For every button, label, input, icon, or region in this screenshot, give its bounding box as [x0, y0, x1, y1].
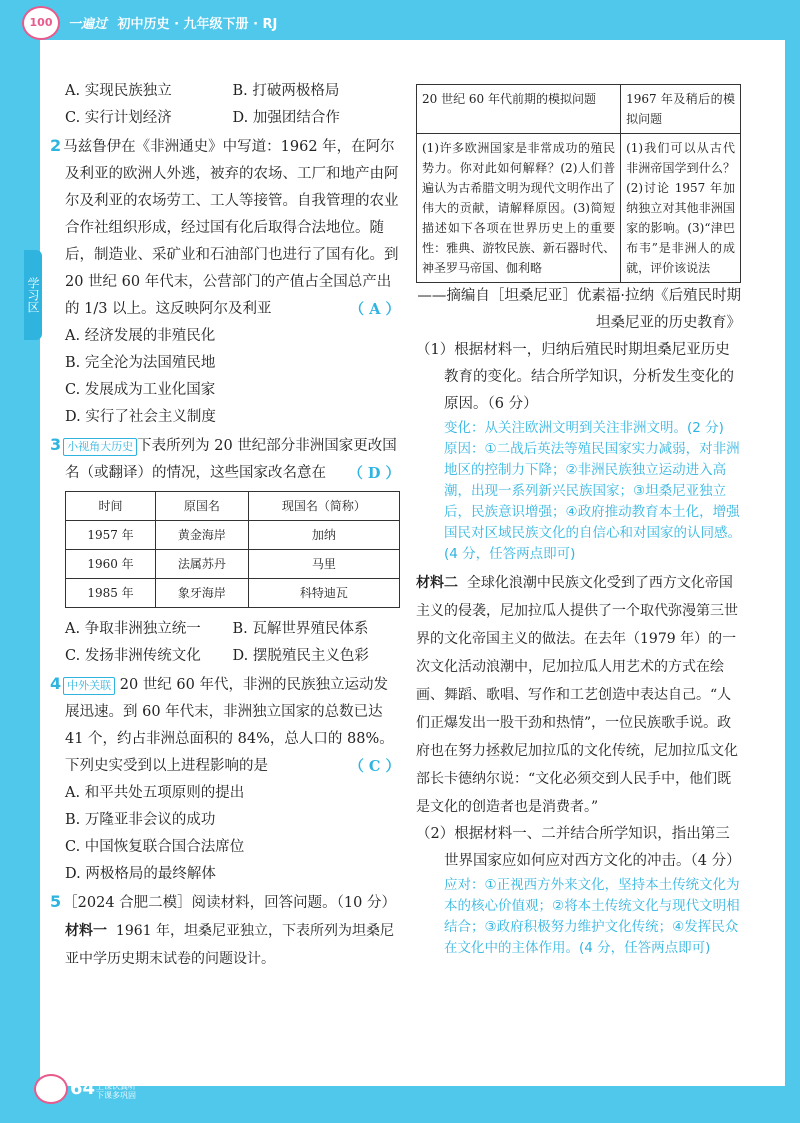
mtable-header-2: 1967 年及稍后的模拟问题: [621, 85, 741, 134]
q3-th-new: 现国名（简称）: [248, 492, 399, 521]
question-5: [50, 890, 400, 917]
footer-logo: [34, 1074, 68, 1104]
table-row: [417, 85, 741, 134]
question-4: [50, 672, 400, 780]
q1-option-b: B. 打破两极格局: [232, 83, 340, 99]
table-cell: 1960 年: [66, 550, 156, 579]
q5-number: 5: [50, 892, 62, 911]
page-header: [0, 0, 800, 40]
q2-stem: 马兹鲁伊在《非洲通史》中写道：1962 年，在阿尔及利亚的欧洲人外逃，被弃的农场、工厂和地产由阿尔及利亚的农场劳工、工人等接管。自我管理的农业合作社组织形成，经过国有化后取得合法地位。随后，制造业、采矿业和石油部门也进行了国有化。到 20 世纪 60 年代末，公营部门的产值占全国总产出的 1/3 以上。这反映阿尔及利亚: [63, 139, 399, 317]
q4-tag: 中外关联: [63, 677, 115, 695]
page-number: 64: [70, 1078, 96, 1099]
q3-th-old: 原国名: [156, 492, 249, 521]
material-1-table: [416, 84, 741, 283]
q1-option-d: D. 加强团结合作: [232, 110, 340, 126]
material-2: [416, 569, 741, 821]
q3-options-row2: [65, 643, 400, 670]
mtable-cell-2: (1)我们可以从古代非洲帝国学到什么？(2)讨论 1957 年加纳独立对其他非洲国家的影响。(3)“津巴布韦”是非洲人的成就，评价该说法: [621, 134, 741, 283]
sub-question-2: （2）根据材料一、二并结合所学知识，指出第三世界国家应如何应对西方文化的冲击。（4 分）: [416, 826, 741, 869]
table-cell: 黄金海岸: [156, 521, 249, 550]
q3-table-header: [66, 492, 400, 521]
answer-1: 变化：从关注欧洲文明到关注非洲文明。(2 分) 原因：①二战后英法等殖民国家实力减弱，对非洲地区的控制力下降；②非洲民族独立运动进入高潮，出现一系列新兴民族国家；③坦桑尼亚独立后，民族意识增强；④政府推动教育本土化，增强国民对区域民族文化的自信心和对国家的认同感。(4 分，任答两点即可): [444, 420, 741, 562]
q4-option-a: A. 和平共处五项原则的提出: [65, 785, 245, 801]
q3-option-d: D. 摆脱殖民主义色彩: [232, 648, 369, 664]
q3-th-time: 时间: [66, 492, 156, 521]
q3-table: [65, 491, 400, 608]
q2-option-b: B. 完全沦为法国殖民地: [65, 355, 216, 371]
side-tab: 学习区: [24, 250, 42, 340]
q4-option-c: C. 中国恢复联合国合法席位: [65, 839, 245, 855]
q2-option-d: D. 实行了社会主义制度: [65, 409, 216, 425]
table-cell: 象牙海岸: [156, 579, 249, 608]
material-1-text: 1961 年，坦桑尼亚独立，下表所列为坦桑尼亚中学历史期末试卷的问题设计。: [65, 923, 394, 967]
q3-tag: 小视角大历史: [63, 438, 137, 456]
q3-answer: （ D ）: [348, 465, 400, 482]
header-brand: 一遍过: [68, 17, 108, 32]
header-subject: 初中历史 · 九年级下册 · RJ: [117, 17, 278, 32]
q3-option-b: B. 瓦解世界殖民体系: [232, 621, 369, 637]
q4-stem: 20 世纪 60 年代，非洲的民族独立运动发展迅速。到 60 年代末，非洲独立国家的总数已达 41 个，约占非洲总面积的 84%，总人口的 88%。下列史实受到以上进程影响的是: [65, 677, 394, 774]
citation: ——摘编自［坦桑尼亚］优素福·拉纳《后殖民时期坦桑尼亚的历史教育》: [417, 288, 741, 331]
mtable-header-1: 20 世纪 60 年代前期的模拟问题: [417, 85, 621, 134]
q3-number: 3: [50, 435, 62, 454]
header-title: [68, 13, 277, 32]
right-column: [416, 84, 741, 959]
answer-2: 应对：①正视西方外来文化，坚持本土传统文化为本的核心价值观；②将本土传统文化与现代文明相结合；③政府积极努力维护文化传统；④发挥民众在文化中的主体作用。(4 分，任答两点即可): [444, 877, 740, 956]
table-cell: 马里: [248, 550, 399, 579]
material-2-text: 全球化浪潮中民族文化受到了西方文化帝国主义的侵袭，尼加拉瓜人提供了一个取代弥漫第三世界的文化帝国主义的做法。在去年（1979 年）的一次文化活动浪潮中，尼加拉瓜人用艺术的方式在绘画、舞蹈、歌唱、写作和工艺创造中表达自己。“人们正爆发出一股干劲和热情”，一位民族歌手说。政府也在努力拯救尼加拉瓜的文化传统，尼加拉瓜文化部长卡德纳尔说：“文化必须交到人民手中，他们既是文化的创造者也是消费者。”: [416, 575, 738, 815]
table-row: [66, 550, 400, 579]
q4-option-b: B. 万隆亚非会议的成功: [65, 812, 216, 828]
q1-options-row2: [65, 105, 400, 132]
table-cell: 科特迪瓦: [248, 579, 399, 608]
q1-option-a: A. 实现民族独立: [65, 83, 172, 99]
q5-stem: ［2024 合肥二模］阅读材料，回答问题。（10 分）: [63, 895, 396, 911]
question-3: [50, 433, 400, 487]
table-row: [66, 579, 400, 608]
q4-answer: （ C ）: [349, 758, 400, 775]
sub-question-1: （1）根据材料一，归纳后殖民时期坦桑尼亚历史教育的变化。结合所学知识，分析发生变化的原因。（6 分）: [416, 342, 734, 412]
question-2: [50, 134, 400, 323]
mtable-cell-1: (1)许多欧洲国家是非常成功的殖民势力。你对此如何解释？(2)人们普遍认为古希腊文明为现代文明作出了伟大的贡献，请解释原因。(3)简短描述如下各项在世界历史上的重要性：雅典、游牧民族、新石器时代、神圣罗马帝国、伽利略: [417, 134, 621, 283]
q4-number: 4: [50, 674, 62, 693]
left-column: [50, 78, 400, 973]
table-row: [66, 521, 400, 550]
q3-option-a: A. 争取非洲独立统一: [65, 621, 201, 637]
footer-slogan: [96, 1082, 136, 1100]
q2-option-a: A. 经济发展的非殖民化: [65, 328, 216, 344]
table-row: [417, 134, 741, 283]
q2-option-c: C. 发展成为工业化国家: [65, 382, 216, 398]
material-1: [65, 917, 400, 973]
table-cell: 法属苏丹: [156, 550, 249, 579]
q2-answer: （ A ）: [349, 301, 400, 318]
q4-option-d: D. 两极格局的最终解体: [65, 866, 216, 882]
footer-slogan-line2: 下课多巩固: [96, 1091, 136, 1100]
q1-option-c: C. 实行计划经济: [65, 110, 172, 126]
brand-logo: 100: [22, 6, 60, 40]
material-1-label: 材料一: [65, 923, 107, 939]
table-cell: 加纳: [248, 521, 399, 550]
table-cell: 1985 年: [66, 579, 156, 608]
q3-stem: 下表所列为 20 世纪部分非洲国家更改国名（或翻译）的情况，这些国家改名意在: [65, 438, 397, 481]
q3-options-row1: [65, 616, 400, 643]
table-cell: 1957 年: [66, 521, 156, 550]
material-2-label: 材料二: [416, 575, 458, 591]
q3-option-c: C. 发扬非洲传统文化: [65, 648, 201, 664]
q2-number: 2: [50, 136, 62, 155]
q1-options-row1: [65, 78, 400, 105]
footer-slogan-line1: 上课认真听: [96, 1082, 136, 1091]
